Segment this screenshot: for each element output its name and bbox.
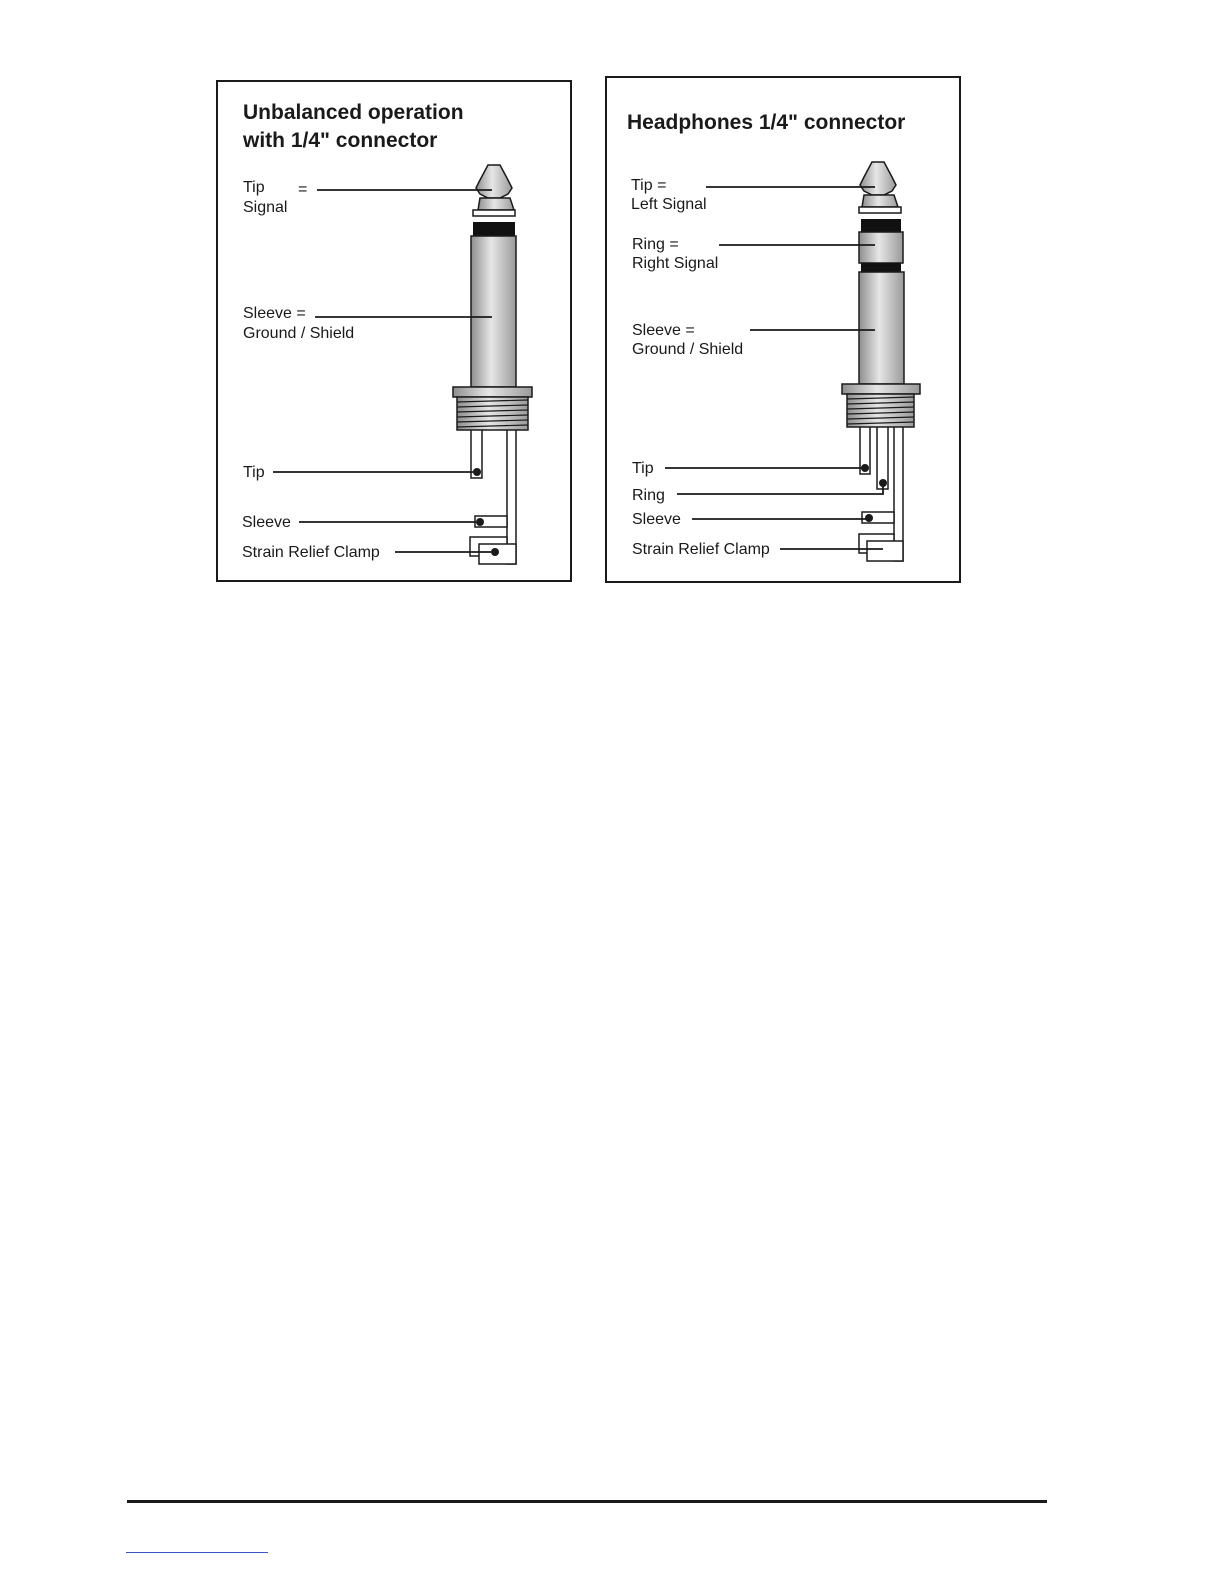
- unbalanced-diagram-panel: [216, 80, 572, 582]
- wire-tip-label: Tip: [632, 460, 654, 477]
- leader-lines: [273, 190, 492, 552]
- plug-insulator-upper: [861, 219, 901, 232]
- tip-description: Left Signal: [631, 196, 707, 213]
- mono-plug-illustration: [218, 82, 570, 580]
- tip-label: Tip: [243, 179, 265, 196]
- ring-description: Right Signal: [632, 255, 719, 272]
- panel-title: Headphones 1/4" connector: [627, 111, 906, 134]
- footer-link-underline: [126, 1552, 268, 1553]
- headphones-diagram-panel: [605, 76, 961, 583]
- wire-tip-label: Tip: [243, 464, 265, 481]
- sleeve-description: Ground / Shield: [243, 325, 355, 342]
- wire-sleeve-label: Sleeve: [632, 511, 681, 528]
- plug-sleeve: [471, 236, 516, 387]
- plug-insulator: [473, 222, 515, 236]
- plug-collar: [842, 384, 920, 394]
- panel-title-line1: Unbalanced operation: [243, 101, 464, 124]
- wire-ring-label: Ring: [632, 487, 665, 504]
- wire-terminals: [470, 430, 516, 564]
- sleeve-description: Ground / Shield: [632, 341, 744, 358]
- strain-relief-clamp-label: Strain Relief Clamp: [632, 541, 770, 558]
- plug-thread: [457, 397, 528, 430]
- plug-collar: [453, 387, 532, 397]
- tip-label: Tip =: [631, 177, 667, 194]
- panel-title-line2: with 1/4" connector: [243, 129, 438, 152]
- sleeve-label: Sleeve =: [243, 305, 306, 322]
- wire-sleeve-label: Sleeve: [242, 514, 291, 531]
- tip-description: Signal: [243, 199, 288, 216]
- sleeve-label: Sleeve =: [632, 322, 695, 339]
- strain-relief-clamp-label: Strain Relief Clamp: [242, 544, 380, 561]
- page-bottom-rule: [127, 1500, 1047, 1503]
- plug-thread: [847, 394, 914, 427]
- plug-insulator-lower: [861, 263, 901, 272]
- leader-lines: [665, 187, 883, 549]
- ring-label: Ring =: [632, 236, 679, 253]
- plug-sleeve: [859, 272, 904, 384]
- stereo-plug-illustration: [607, 78, 959, 581]
- plug-ring: [859, 232, 903, 263]
- tip-equals: =: [298, 181, 308, 198]
